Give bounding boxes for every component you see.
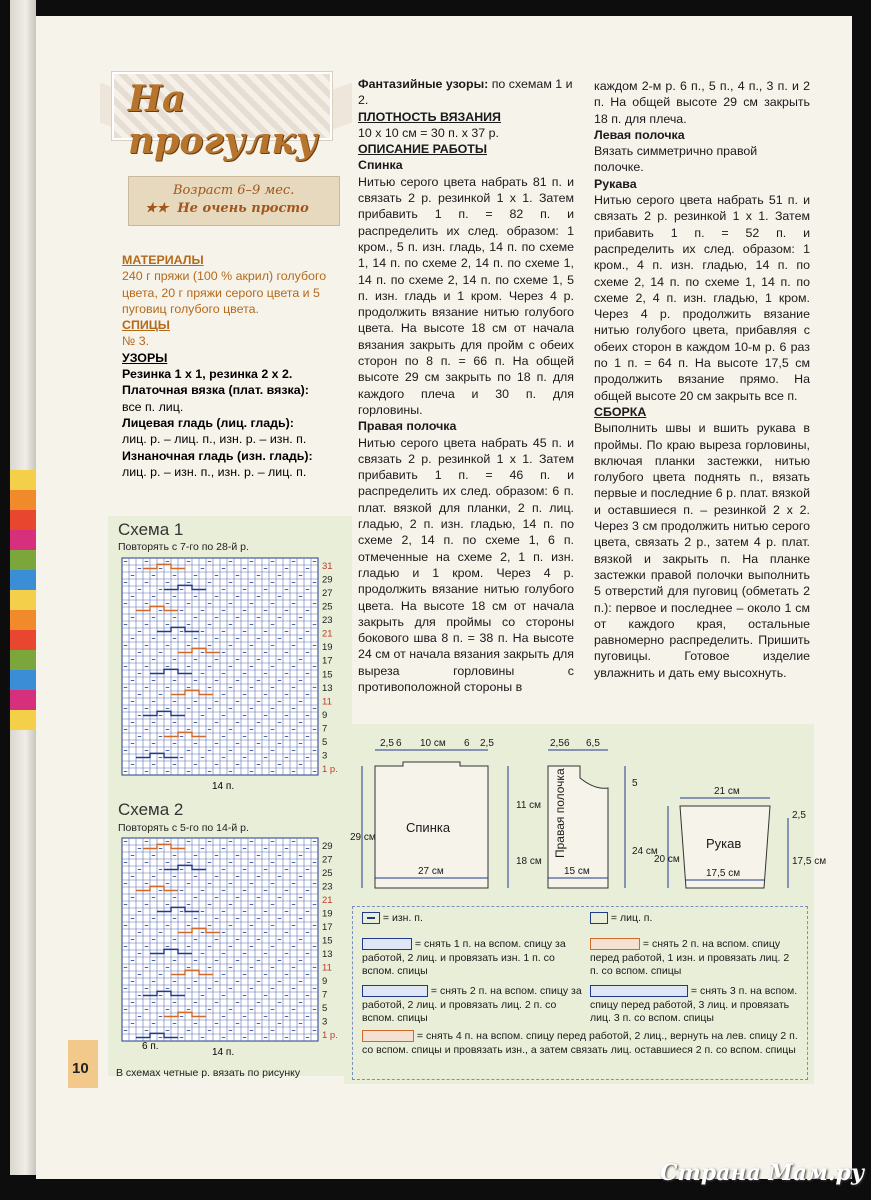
back-label: Спинка	[406, 820, 451, 835]
title-banner	[100, 58, 350, 162]
left-front-text: Вязать симметрично правой полочке.	[594, 144, 758, 175]
row-label: 11	[322, 962, 332, 974]
row-label: 13	[322, 682, 333, 694]
row-label: 23	[322, 881, 333, 893]
schema1-subtitle: Повторять с 7-го по 28-й р.	[118, 541, 249, 553]
back-text: Нитью серого цвета набрать 81 п. и связать 2 р. резинкой 1 х 1. Затем прибавить 1 п. = 82 п. и распределить их след. образом: 1 кром., 5 п. изн. гладь, 14 п. по схеме 1, 14 п. по схеме 2, 14 п. по схеме 1, 14 п. по схеме 2, 14 п. по схеме 1, 5 п. изн. гладь и 1 кром. Через 4 р. продолжить вязание нитью голубого цвета. На высоте 18 см от начала вязания закрыть для пройм с обеих сторон по 8 п. = 66 п. На общей высоте 29 см закрыть по 18 п. для каждого плеча и 30 п. для горловины.	[358, 174, 574, 417]
schema1-title: Схема 1	[118, 520, 184, 539]
schema2-subtitle: Повторять с 5-го по 14-й р.	[118, 822, 249, 834]
row-label: 9	[322, 976, 328, 988]
color-stripes	[10, 470, 36, 730]
back-heading: Спинка	[358, 158, 403, 173]
back-top-4: 6	[464, 738, 470, 749]
row-label: 19	[322, 642, 333, 654]
back-total: 29 см	[350, 832, 376, 843]
row-label: 23	[322, 615, 333, 627]
watermark: Страна Мам.ру	[660, 1160, 865, 1186]
row-label: 21	[322, 894, 333, 906]
sleeve-heading: Рукава	[594, 176, 637, 191]
row-label: 5	[322, 1003, 328, 1015]
pattern-rib: Резинка 1 х 1, резинка 2 х 2.	[122, 367, 293, 382]
pattern-stockinette: лиц. р. – лиц. п., изн. р. – изн. п.	[122, 432, 307, 447]
schema2-title: Схема 2	[118, 800, 184, 819]
back-height-18: 18 см	[516, 856, 542, 867]
pattern-garter: все п. лиц.	[122, 399, 184, 414]
width-label: 14 п.	[212, 781, 235, 792]
back-top-1: 2,5	[380, 738, 394, 749]
row-label: 29	[322, 574, 333, 586]
row-label: 3	[322, 750, 328, 762]
pattern-garter-name: Платочная вязка (плат. вязка):	[122, 383, 309, 398]
legend-purl: = изн. п.	[362, 912, 423, 926]
sleeve-height-2: 17,5 см	[792, 856, 827, 867]
row-label: 17	[322, 921, 333, 933]
front-side: 5	[632, 778, 638, 789]
back-top-3: 10 см	[420, 738, 446, 749]
schema-note: В схемах четные р. вязать по рисунку	[116, 1067, 301, 1079]
sleeve-height: 20 см	[654, 854, 680, 865]
age-plate	[128, 176, 340, 226]
front-width: 15 см	[564, 866, 590, 877]
row-label: 3	[322, 1016, 328, 1028]
row-label: 25	[322, 867, 333, 879]
left-front-heading: Левая полочка	[594, 127, 685, 142]
row-label: 1 р.	[322, 1030, 338, 1042]
materials-text: 240 г пряжи (100 % акрил) голубого цвета, 20 г пряжи серого цвета и 5 пуговиц голубого цвета.	[122, 269, 327, 316]
row-label: 11	[322, 696, 332, 708]
density-text: 10 х 10 см = 30 п. х 37 р.	[358, 125, 499, 140]
pattern-reverse-name: Изнаночная гладь (изн. гладь):	[122, 448, 313, 463]
row-label: 27	[322, 854, 333, 866]
part-label: 6 п.	[142, 1041, 159, 1052]
schema1-grid	[118, 554, 350, 799]
width-label: 14 п.	[212, 1047, 235, 1058]
sleeve-width: 17,5 см	[706, 868, 741, 879]
row-label: 1 р.	[322, 764, 338, 776]
row-label: 21	[322, 628, 333, 640]
front-top-3: 6,5	[586, 738, 600, 749]
needles-heading: СПИЦЫ	[122, 318, 170, 333]
back-armhole: 11 см	[516, 800, 542, 811]
row-label: 9	[322, 709, 328, 721]
row-label: 7	[322, 723, 328, 735]
right-front-heading: Правая полочка	[358, 419, 457, 434]
row-label: 17	[322, 655, 333, 667]
right-front-text: Нитью серого цвета набрать 45 п. и связать 2 р. резинкой 1 х 1. Затем прибавить 1 п. = 46 п. и распределить их след. образом: 6 п. плат. вязкой для планки, 2 п. лиц. гладью, 2 п. изн. гладью, 14 п. по схеме 2, 14 п. по схеме 1, 6 п. отмеченные на схеме 2, 1 п. изн. гладью и 1 кром. Через 4 р. продолжить вязание нитью голубого цвета. На высоте 18 см от начала закрыть для проймы со стороны бокового шва 8 п. = 38 п. На высоте 24 см от начала вязания закрыть для выреза горловины с противоположной стороны в	[358, 435, 574, 694]
row-label: 15	[322, 669, 333, 681]
row-label: 29	[322, 840, 333, 852]
front-height: 24 см	[632, 846, 658, 857]
column-3	[594, 78, 810, 681]
sleeve-text: Нитью серого цвета набрать 51 п. и связать 2 р. резинкой 1 х 1. Затем прибавить 1 п. = 52 п. и распределить их след. образом: 1 кром., 4 п. изн. гладью, 14 п. по схеме 2, 14 п. по схеме 1, 14 п. по схеме 2, 4 п. изн. гладью, 1 кром. Через 4 р. продолжить вязание нитью голубого цвета, прибавляя с обеих сторон в каждом 10-м р. 6 раз по 1 п. = 64 п. На высоте 17,5 см продолжить вязание прямо. На общей высоте 20 см закрыть все п.	[594, 193, 810, 403]
assembly-heading: СБОРКА	[594, 404, 647, 419]
pattern-reverse: лиц. р. – изн. п., изн. р. – лиц. п.	[122, 464, 307, 479]
description-heading: ОПИСАНИЕ РАБОТЫ	[358, 142, 487, 157]
age-label: Возраст 6–9 мес.	[173, 183, 295, 198]
row-label: 13	[322, 949, 333, 961]
page-edge	[10, 0, 36, 1175]
sleeve-label: Рукав	[706, 836, 742, 851]
row-label: 31	[322, 560, 333, 572]
legend-cable-4: = снять 3 п. на вспом. спицу перед работой, 3 лиц. и провязать лиц. 3 п. со вспом. спицы	[590, 985, 798, 1024]
page-title: На прогулку	[128, 78, 318, 162]
row-label: 27	[322, 587, 333, 599]
pattern-stockinette-name: Лицевая гладь (лиц. гладь):	[122, 415, 294, 430]
schema2-grid	[118, 834, 350, 1066]
materials-heading: МАТЕРИАЛЫ	[122, 253, 204, 267]
neckline-text: каждом 2-м р. 6 п., 5 п., 4 п., 3 п. и 2 п. На общей высоте 29 см закрыть 18 п. для плеча.	[594, 79, 810, 126]
assembly-text: Выполнить швы и вшить рукава в проймы. По краю выреза горловины, включая планки застежки, нитью голубого цвета поднять п., вязать первые и последние 6 р. плат. вязкой и оставшиеся п. – резинкой 2 х 2. Через 3 см продолжить нитью серого цвета, связать 2 р., затем 4 р. плат. вязкой и закрыть п. На планке застежки правой полочки выполнить 5 отверстий для пуговиц (обметать 2 п.): первое и последнее – около 1 см от каждого края, остальные равномерно распределить. Пришить пуговицы. Готовое изделие увлажнить и дать ему высохнуть.	[594, 421, 810, 680]
row-label: 7	[322, 989, 328, 1001]
row-label: 19	[322, 908, 333, 920]
column-2	[358, 76, 574, 695]
fancy-name: Фантазийные узоры:	[358, 77, 489, 91]
sleeve-side: 2,5	[792, 810, 806, 821]
back-top-5: 2,5	[480, 738, 494, 749]
legend-cable-3: = снять 2 п. на вспом. спицу за работой, 2 лиц. и провязать лиц. 2 п. со вспом. спицы	[362, 985, 582, 1024]
fancy-text: по схемам 1 и 2.	[358, 77, 573, 108]
patterns-heading: УЗОРЫ	[122, 350, 168, 365]
legend-cable-2: = снять 2 п. на вспом. спицу перед работой, 1 изн. и провязать лиц. 2 п. со вспом. спицы	[590, 938, 790, 977]
back-width: 27 см	[418, 866, 444, 877]
front-label: Правая полочка	[553, 768, 567, 858]
row-label: 5	[322, 737, 328, 749]
legend-cable-1: = снять 1 п. на вспом. спицу за работой, 2 лиц. и провязать изн. 1 п. со вспом. спицы	[362, 938, 566, 977]
difficulty-label: ★★ Не очень просто	[145, 201, 309, 216]
front-top-1: 2,5	[550, 738, 564, 749]
materials-section	[122, 252, 346, 480]
density-heading: ПЛОТНОСТЬ ВЯЗАНИЯ	[358, 109, 501, 124]
sleeve-top: 21 см	[714, 786, 740, 797]
size-diagrams	[350, 730, 827, 902]
back-top-2: 6	[396, 738, 402, 749]
row-label: 15	[322, 935, 333, 947]
page-number: 10	[72, 1060, 89, 1077]
row-label: 25	[322, 601, 333, 613]
legend-cable-5: = снять 4 п. на вспом. спицу перед работой, 2 лиц., вернуть на лев. спицу 2 п. со вспом. спицы и провязать изн., а затем связать лиц. оставшиеся 2 п. со вспом. спицы	[362, 1030, 798, 1056]
front-top-2: 6	[564, 738, 570, 749]
needles-text: № 3.	[122, 334, 150, 349]
legend-knit: = лиц. п.	[590, 912, 652, 926]
